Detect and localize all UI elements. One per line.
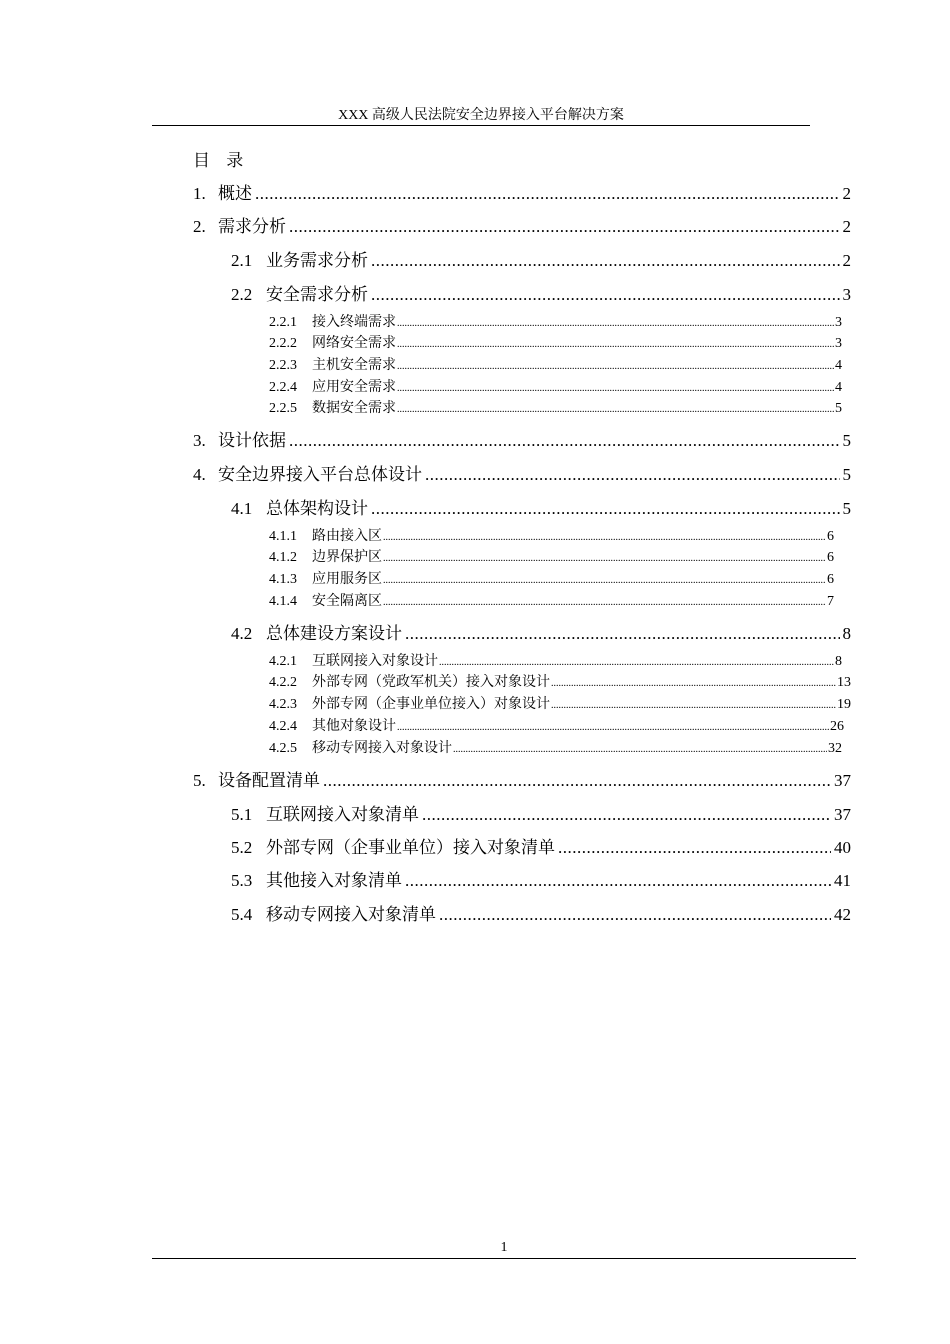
toc-entry-5-4[interactable] [231, 900, 851, 925]
toc-entry-number: 2.2.3 [269, 358, 297, 373]
toc-entry-number: 4.1 [231, 499, 253, 518]
toc-leader-dots [397, 358, 834, 374]
toc-entry-4-1-2[interactable] [269, 546, 834, 566]
toc-leader-dots [453, 741, 827, 757]
toc-entry-label: 应用安全需求 [312, 380, 396, 395]
toc-entry-page: 4 [835, 380, 842, 395]
toc-entry-4-1-3[interactable] [269, 568, 834, 588]
toc-entry-page: 8 [835, 654, 842, 669]
toc-entry-4-1-1[interactable] [269, 525, 834, 545]
toc-entry-label: 主机安全需求 [312, 358, 396, 373]
toc-entry-4-2-1[interactable] [269, 650, 842, 670]
toc-leader-dots [405, 871, 831, 891]
toc-entry-number: 4.1.4 [269, 594, 297, 609]
toc-entry-label: 总体建设方案设计 [266, 624, 402, 643]
toc-entry-4-2-4[interactable] [269, 715, 844, 735]
toc-entry-number: 4.2.2 [269, 675, 297, 690]
toc-leader-dots [422, 805, 831, 825]
toc-entry-2-2-5[interactable] [269, 397, 842, 417]
toc-entry-page: 19 [837, 697, 851, 712]
toc-entry-label: 移动专网接入对象清单 [266, 905, 436, 924]
toc-entry-number: 4.2.5 [269, 741, 297, 756]
toc-entry-number: 4.2.3 [269, 697, 297, 712]
toc-entry-page: 5 [842, 431, 851, 450]
toc-entry-number: 4.2.1 [269, 654, 297, 669]
toc-leader-dots [371, 251, 840, 271]
toc-entry-label: 安全边界接入平台总体设计 [218, 465, 422, 484]
toc-entry-4-2-2[interactable] [269, 671, 851, 691]
toc-entry-2-2-2[interactable] [269, 332, 842, 352]
toc-leader-dots [439, 905, 831, 925]
toc-entry-number: 4.1.2 [269, 550, 297, 565]
toc-leader-dots [383, 550, 826, 566]
toc-entry-number: 5. [193, 771, 206, 790]
toc-entry-2[interactable] [193, 212, 851, 237]
toc-entry-label: 移动专网接入对象设计 [312, 741, 452, 756]
toc-entry-label: 设备配置清单 [218, 771, 320, 790]
toc-leader-dots [397, 380, 834, 396]
toc-entry-page: 5 [842, 465, 851, 484]
toc-entry-number: 2.2 [231, 285, 253, 304]
toc-entry-2-2-4[interactable] [269, 376, 842, 396]
footer-divider [152, 1258, 856, 1259]
toc-title: 目 录 [193, 151, 250, 170]
toc-entry-5-3[interactable] [231, 866, 851, 891]
toc-entry-page: 41 [834, 871, 851, 890]
toc-leader-dots [397, 315, 834, 331]
toc-entry-page: 40 [834, 838, 851, 857]
toc-entry-number: 2.1 [231, 251, 253, 270]
toc-entry-number: 2. [193, 217, 206, 236]
toc-entry-label: 边界保护区 [312, 550, 382, 565]
toc-entry-number: 4.1.3 [269, 572, 297, 587]
toc-entry-page: 32 [828, 741, 842, 756]
toc-leader-dots [397, 336, 834, 352]
toc-leader-dots [371, 285, 840, 305]
toc-entry-page: 8 [842, 624, 851, 643]
toc-entry-label: 设计依据 [218, 431, 286, 450]
toc-entry-5[interactable] [193, 766, 851, 791]
page-header-title: XXX 高级人民法院安全边界接入平台解决方案 [338, 108, 624, 123]
toc-entry-page: 7 [827, 594, 834, 609]
toc-entry-4-1-4[interactable] [269, 590, 834, 610]
toc-entry-2-2-3[interactable] [269, 354, 842, 374]
toc-entry-2-2-1[interactable] [269, 311, 842, 331]
toc-entry-page: 3 [835, 315, 842, 330]
toc-entry-number: 5.1 [231, 805, 253, 824]
toc-leader-dots [439, 654, 834, 670]
toc-entry-number: 4.2 [231, 624, 253, 643]
toc-leader-dots [551, 675, 836, 691]
footer-page-number: 1 [500, 1240, 508, 1255]
toc-leader-dots [323, 771, 831, 791]
toc-entry-2-1[interactable] [231, 246, 851, 271]
toc-entry-number: 3. [193, 431, 206, 450]
toc-entry-label: 安全需求分析 [266, 285, 368, 304]
toc-entry-4-2[interactable] [231, 619, 851, 644]
toc-entry-label: 接入终端需求 [312, 315, 396, 330]
toc-leader-dots [383, 594, 826, 610]
toc-entry-label: 路由接入区 [312, 529, 382, 544]
toc-entry-label: 数据安全需求 [312, 401, 396, 416]
toc-entry-page: 3 [835, 336, 842, 351]
toc-entry-page: 6 [827, 529, 834, 544]
toc-leader-dots [383, 529, 826, 545]
toc-entry-5-1[interactable] [231, 800, 851, 825]
toc-entry-number: 2.2.5 [269, 401, 297, 416]
toc-entry-label: 概述 [218, 184, 252, 203]
toc-entry-number: 2.2.4 [269, 380, 297, 395]
toc-entry-5-2[interactable] [231, 833, 851, 858]
toc-entry-2-2[interactable] [231, 280, 851, 305]
toc-entry-label: 外部专网（企事业单位接入）对象设计 [312, 697, 550, 712]
toc-leader-dots [551, 697, 836, 713]
toc-entry-page: 37 [834, 805, 851, 824]
toc-entry-label: 外部专网（企事业单位）接入对象清单 [266, 838, 555, 857]
toc-entry-page: 4 [835, 358, 842, 373]
toc-entry-4[interactable] [193, 460, 851, 485]
toc-entry-number: 5.2 [231, 838, 253, 857]
toc-entry-label: 其他接入对象清单 [266, 871, 402, 890]
toc-entry-label: 其他对象设计 [312, 719, 396, 734]
toc-entry-number: 2.2.2 [269, 336, 297, 351]
toc-entry-label: 外部专网（党政军机关）接入对象设计 [312, 675, 550, 690]
toc-entry-page: 5 [835, 401, 842, 416]
toc-entry-number: 2.2.1 [269, 315, 297, 330]
toc-entry-page: 6 [827, 572, 834, 587]
toc-entry-number: 4.2.4 [269, 719, 297, 734]
toc-entry-label: 互联网接入对象设计 [312, 654, 438, 669]
toc-entry-4-2-5[interactable] [269, 737, 842, 757]
toc-entry-number: 4.1.1 [269, 529, 297, 544]
toc-entry-page: 42 [834, 905, 851, 924]
toc-entry-page: 13 [837, 675, 851, 690]
toc-leader-dots [397, 719, 829, 735]
toc-entry-label: 互联网接入对象清单 [266, 805, 419, 824]
toc-entry-page: 2 [842, 184, 851, 203]
toc-entry-page: 2 [842, 217, 851, 236]
toc-entry-label: 业务需求分析 [266, 251, 368, 270]
toc-entry-4-1[interactable] [231, 494, 851, 519]
toc-entry-number: 5.4 [231, 905, 253, 924]
toc-leader-dots [558, 838, 831, 858]
toc-entry-label: 安全隔离区 [312, 594, 382, 609]
toc-entry-1[interactable] [193, 179, 851, 204]
toc-entry-label: 需求分析 [218, 217, 286, 236]
toc-entry-number: 4. [193, 465, 206, 484]
toc-entry-3[interactable] [193, 426, 851, 451]
toc-entry-label: 应用服务区 [312, 572, 382, 587]
toc-entry-label: 网络安全需求 [312, 336, 396, 351]
toc-entry-number: 1. [193, 184, 206, 203]
toc-entry-page: 26 [830, 719, 844, 734]
header-divider [152, 125, 810, 126]
toc-leader-dots [371, 499, 840, 519]
toc-leader-dots [397, 401, 834, 417]
toc-leader-dots [289, 431, 840, 451]
toc-leader-dots [405, 624, 840, 644]
toc-leader-dots [425, 465, 840, 485]
toc-entry-page: 37 [834, 771, 851, 790]
toc-entry-4-2-3[interactable] [269, 693, 851, 713]
toc-leader-dots [289, 217, 840, 237]
toc-entry-page: 5 [842, 499, 851, 518]
toc-entry-page: 3 [842, 285, 851, 304]
toc-leader-dots [255, 184, 840, 204]
toc-leader-dots [383, 572, 826, 588]
toc-entry-label: 总体架构设计 [266, 499, 368, 518]
toc-entry-page: 6 [827, 550, 834, 565]
toc-entry-page: 2 [842, 251, 851, 270]
toc-entry-number: 5.3 [231, 871, 253, 890]
